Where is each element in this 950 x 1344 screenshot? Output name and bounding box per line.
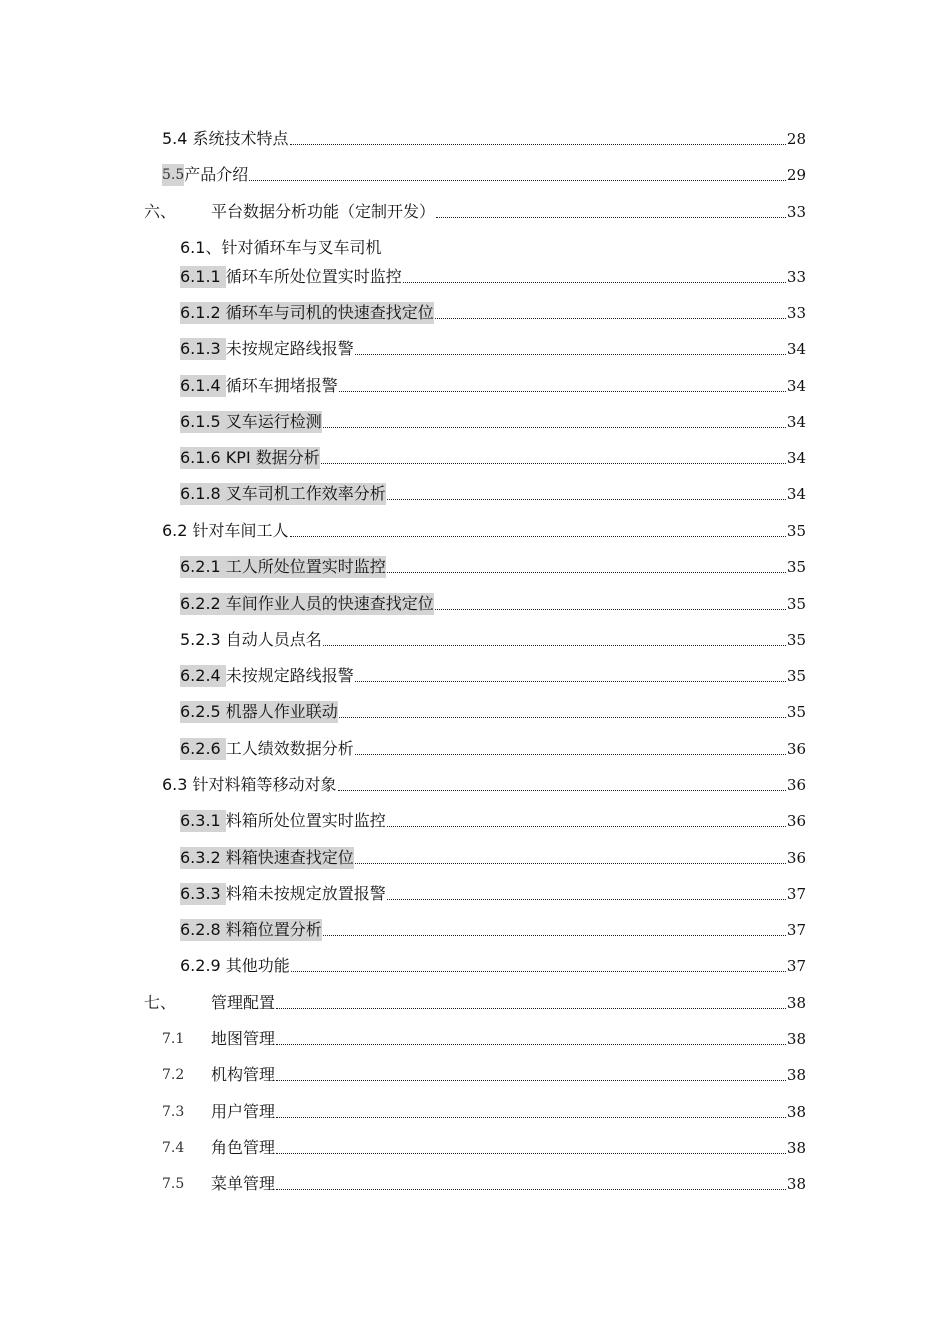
toc-page-number: 29 [786,166,806,184]
dot-leader [321,462,786,464]
dot-leader [291,970,786,972]
toc-page-number: 38 [786,1066,806,1084]
toc-entry-title: 自动人员点名 [225,630,322,649]
toc-entry-number: 6.2.4 [180,666,226,685]
toc-page-number: 35 [786,667,806,685]
toc-entry[interactable] [0,772,950,798]
dot-leader [276,1043,786,1045]
dot-leader [339,716,786,718]
toc-entry-number: 6.3.3 [180,884,226,903]
toc-entry-title: 平台数据分析功能（定制开发） [211,202,436,221]
dot-leader [290,535,786,537]
toc-entry-title: 其他功能 [225,956,290,975]
dot-leader [403,281,786,283]
toc-entry-number: 6.1.6 [180,448,226,467]
toc-entry-number: 6.1.5 [180,412,226,431]
toc-entry-number: 6.3.2 [180,848,226,867]
toc-entry-title: 用户管理 [211,1102,276,1121]
toc-page-number: 36 [786,849,806,867]
toc-entry-title: 管理配置 [211,993,276,1012]
toc-page-number: 38 [786,1030,806,1048]
toc-entry-title: 角色管理 [211,1138,276,1157]
toc-page-number: 33 [786,203,806,221]
toc-entry[interactable] [0,699,950,725]
toc-entry[interactable] [0,554,950,580]
toc-entry-number: 5.2.3 [180,630,226,649]
toc-entry-number: 7.2 [162,1067,185,1083]
toc-entry-title: 工人所处位置实时监控 [225,557,386,576]
dot-leader [276,1152,786,1154]
toc-entry-title: 料箱快速查找定位 [225,848,354,867]
toc-entry-number: 7.1 [162,1031,185,1047]
toc-entry[interactable] [0,264,950,290]
toc-entry[interactable] [0,235,950,261]
toc-entry[interactable] [0,663,950,689]
toc-entry-title: 机器人作业联动 [225,702,338,721]
toc-entry-number: 6.2.2 [180,594,226,613]
toc-page-number: 36 [786,776,806,794]
dot-leader [355,862,786,864]
toc-entry[interactable] [0,845,950,871]
toc-entry-number: 7.3 [162,1104,185,1120]
toc-page-number: 33 [786,304,806,322]
toc-page-number: 38 [786,1103,806,1121]
toc-entry-title: 未按规定路线报警 [225,339,354,358]
toc-entry-title: 未按规定路线报警 [225,666,354,685]
toc-entry[interactable] [0,481,950,507]
toc-entry[interactable] [0,917,950,943]
dot-leader [323,934,786,936]
toc-entry[interactable] [0,373,950,399]
toc-page-number: 38 [786,1139,806,1157]
dot-leader [276,1079,786,1081]
dot-leader [435,608,786,610]
toc-entry-number: 6.1.8 [180,484,226,503]
toc-page-number: 35 [786,522,806,540]
dot-leader [435,317,786,319]
toc-page-number: 35 [786,703,806,721]
toc-entry[interactable] [0,953,950,979]
dot-leader [355,353,786,355]
dot-leader [387,898,786,900]
dot-leader [387,825,786,827]
toc-entry-title: 叉车司机工作效率分析 [225,484,386,503]
toc-entry-number: 6.2.6 [180,739,226,758]
toc-page-number: 34 [786,377,806,395]
toc-entry[interactable] [0,199,950,225]
toc-entry-title: 循环车拥堵报警 [225,376,338,395]
dot-leader [323,426,786,428]
toc-page-number: 36 [786,812,806,830]
toc-entry[interactable] [0,162,950,188]
toc-entry-number: 6.1.4 [180,376,226,395]
toc-entry-title: 针对车间工人 [192,521,289,540]
toc-entry-title: 地图管理 [211,1029,276,1048]
dot-leader [249,179,786,181]
toc-entry-number: 5.4 [162,129,193,148]
toc-entry-number: 6.3.1 [180,811,226,830]
toc-entry-number: 6.1.1 [180,267,226,286]
toc-entry[interactable] [0,1171,950,1197]
toc-page-number: 34 [786,413,806,431]
dot-leader [290,143,786,145]
toc-entry[interactable] [0,808,950,834]
toc-page-number: 33 [786,268,806,286]
toc-entry-number: 6.1、 [180,238,222,257]
toc-page-number: 37 [786,921,806,939]
dot-leader [355,753,786,755]
dot-leader [355,680,786,682]
toc-entry[interactable] [0,336,950,362]
toc-page-number: 38 [786,1175,806,1193]
toc-entry[interactable] [0,445,950,471]
toc-page-number: 35 [786,631,806,649]
dot-leader [276,1007,786,1009]
dot-leader [276,1188,786,1190]
toc-entry-number: 6.1.3 [180,339,226,358]
dot-leader [323,644,786,646]
toc-entry-number: 7.4 [162,1140,185,1156]
toc-page-number: 28 [786,130,806,148]
toc-entry-title: 系统技术特点 [192,129,289,148]
toc-entry-number: 7.5 [162,1176,185,1192]
toc-entry[interactable] [0,1099,950,1125]
toc-page-number: 37 [786,957,806,975]
toc-entry-number: 六、 [144,202,177,221]
toc-entry-title: 车间作业人员的快速查找定位 [225,594,434,613]
toc-entry-title: 料箱位置分析 [225,920,322,939]
toc-entry[interactable] [0,300,950,326]
toc-entry-number: 6.2 [162,521,193,540]
toc-page-number: 37 [786,885,806,903]
toc-entry-title: 产品介绍 [184,165,249,184]
toc-page-number: 34 [786,340,806,358]
toc-entry-title: 机构管理 [211,1065,276,1084]
toc-entry-number: 6.2.5 [180,702,226,721]
toc-page-number: 34 [786,485,806,503]
toc-page-number: 36 [786,740,806,758]
toc-entry[interactable] [0,518,950,544]
toc-entry-title: 工人绩效数据分析 [225,739,354,758]
toc-entry-title: 针对料箱等移动对象 [192,775,337,794]
dot-leader [276,1116,786,1118]
toc-entry-number: 5.5 [162,164,184,186]
toc-entry-title: 针对循环车与叉车司机 [221,238,382,257]
toc-entry-number: 6.2.1 [180,557,226,576]
toc-entry[interactable] [0,126,950,152]
toc-page-number: 35 [786,558,806,576]
toc-entry[interactable] [0,736,950,762]
toc-entry[interactable] [0,1062,950,1088]
dot-leader [387,571,786,573]
toc-page-number: 34 [786,449,806,467]
toc-entry-title: 菜单管理 [211,1174,276,1193]
toc-page-number: 38 [786,994,806,1012]
toc-entry-number: 6.1.2 [180,303,226,322]
toc-entry[interactable] [0,409,950,435]
toc-entry[interactable] [0,1026,950,1052]
toc-entry[interactable] [0,990,950,1016]
toc-entry-number: 6.2.8 [180,920,226,939]
toc-entry-number: 七、 [144,993,177,1012]
toc-entry-title: 循环车与司机的快速查找定位 [225,303,434,322]
toc-page-number: 35 [786,595,806,613]
toc-entry-title: KPI 数据分析 [225,448,320,467]
toc-entry[interactable] [0,881,950,907]
toc-entry[interactable] [0,1135,950,1161]
toc-entry-title: 料箱所处位置实时监控 [225,811,386,830]
toc-entry-title: 叉车运行检测 [225,412,322,431]
toc-entry-title: 循环车所处位置实时监控 [225,267,402,286]
toc-entry-number: 6.2.9 [180,956,226,975]
toc-entry-number: 6.3 [162,775,193,794]
toc-entry[interactable] [0,627,950,653]
toc-entry-title: 料箱未按规定放置报警 [225,884,386,903]
dot-leader [338,789,786,791]
dot-leader [436,216,786,218]
dot-leader [387,498,786,500]
toc-entry[interactable] [0,591,950,617]
dot-leader [339,390,786,392]
